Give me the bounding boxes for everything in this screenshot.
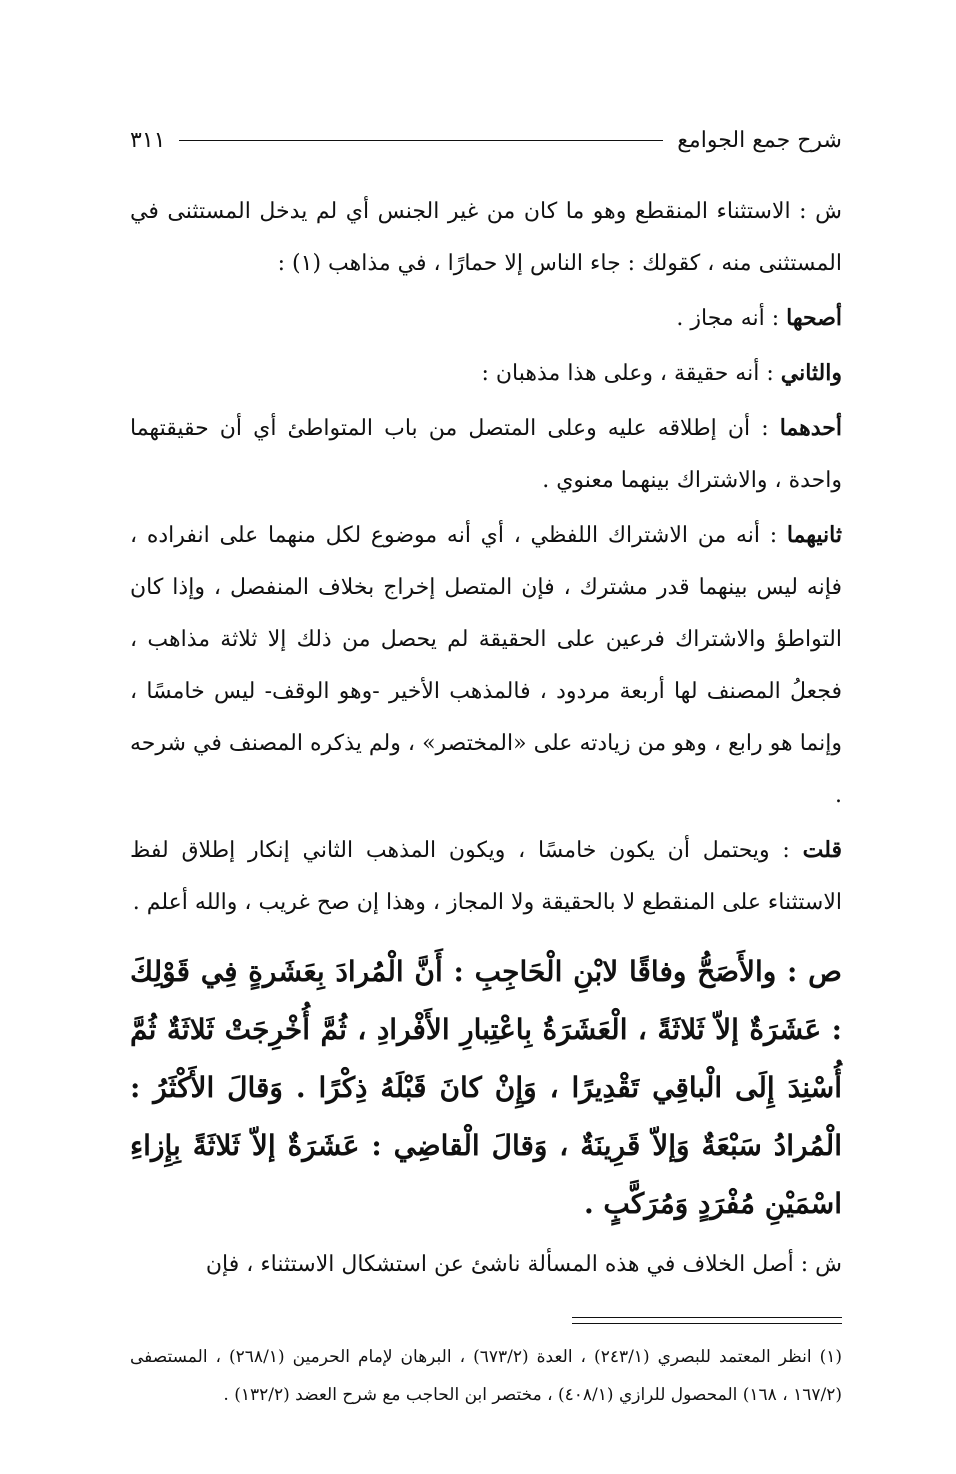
opinion-second-text: : أنه حقيقة ، وعلى هذا مذهبان : [481, 361, 781, 386]
commentary-closing-paragraph [130, 1239, 842, 1291]
first-view-lead: أحدهما [779, 415, 842, 441]
footnote-text: (١) انظر المعتمد للبصري (٢٤٣/١) ، العدة (٦٧٣/٢) ، البرهان لإمام الحرمين (٢٦٨/١) ، المستصفى (١٦٧/٢ ، ١٦٨) المحصول للرازي (٤٠٨/١) ، مختصر ابن الحاجب مع شرح العضد (١٣٢/٢) . [130, 1347, 842, 1405]
opinion-most-correct-paragraph [130, 292, 842, 345]
footnote [130, 1338, 842, 1414]
matn-text: ص : والأَصَحُّ وفاقًا لابْنِ الْحَاجِبِ : أَنَّ الْمُرادَ بِعَشَرةٍ فِي قَوْلِكَ : عَشَرَةٌ إلاّ ثَلاثَةً ، الْعَشَرَةُ بِاعْتِبارِ الأَفْرادِ ، ثُمَّ أُخْرِجَتْ ثَلاثَةٌ ثُمَّ أُسْنِدَ إِلَى الْباقِي تَقْدِيرًا ، وَإِنْ كانَ قَبْلَهُ ذِكْرًا . وَقالَ الأَكْثَرُ : الْمُرادُ سَبْعَةٌ وَإلاّ قَرِينَةٌ ، وَقالَ الْقاضِي : عَشَرَةٌ إلاّ ثَلاثَةً بِإِزاءِ اسْمَيْنِ مُفْرَدٍ وَمُرَكَّبٍ . [130, 955, 842, 1220]
first-view-text: : أن إطلاقه عليه وعلى المتصل من باب المتواطئ أي أن حقيقتهما واحدة ، والاشتراك بينهما معنوي . [130, 416, 842, 493]
footnote-separator-holder [130, 1291, 842, 1338]
second-view-text: : أنه من الاشتراك اللفظي ، أي أنه موضوع لكل منهما على انفراده ، فإنه ليس بينهما قدر مشترك ، فإن المتصل إخراج بخلاف المنفصل ، وإذا كان التواطؤ والاشتراك فرعين على الحقيقة لم يحصل من ذلك إلا ثلاثة مذاهب ، فجعلُ المصنف لها أربعة مردود ، فالمذهب الأخير -وهو الوقف- ليس خامسًا ، وإنما هو رابع ، وهو من زيادته على «المختصر» ، ولم يذكره المصنف في شرحه . [130, 523, 842, 808]
running-header [130, 118, 842, 162]
commentary-intro-text: ش : الاستثناء المنقطع وهو ما كان من غير الجنس أي لم يدخل المستثنى في المستثنى منه ، كقولك : جاء الناس إلا حمارًا ، في مذاهب (١) : [130, 199, 842, 276]
opinion-most-correct-lead: أصحها [786, 305, 842, 331]
commentary-intro-paragraph [130, 186, 842, 290]
first-view-paragraph [130, 402, 842, 507]
author-remark-text: : ويحتمل أن يكون خامسًا ، ويكون المذهب الثاني إنكار إطلاق لفظ الاستثناء على المنقطع لا بالحقيقة ولا المجاز ، وهذا إن صح غريب ، والله أعلم . [130, 838, 842, 915]
matn-paragraph [130, 943, 842, 1233]
opinion-second-paragraph [130, 347, 842, 400]
footnote-separator [572, 1317, 842, 1324]
running-header-title: شرح جمع الجوامع [677, 127, 842, 153]
page-number: ٣١١ [130, 127, 166, 153]
book-page [130, 118, 842, 1414]
second-view-lead: ثانيهما [786, 522, 842, 548]
opinion-second-lead: والثاني [780, 360, 842, 386]
commentary-closing-text: ش : أصل الخلاف في هذه المسألة ناشئ عن استشكال الاستثناء ، فإن [205, 1252, 842, 1277]
opinion-most-correct-text: : أنه مجاز . [676, 306, 787, 331]
author-remark-lead: قلت [802, 837, 842, 863]
header-rule [179, 140, 663, 141]
second-view-paragraph [130, 509, 842, 822]
author-remark-paragraph [130, 824, 842, 929]
